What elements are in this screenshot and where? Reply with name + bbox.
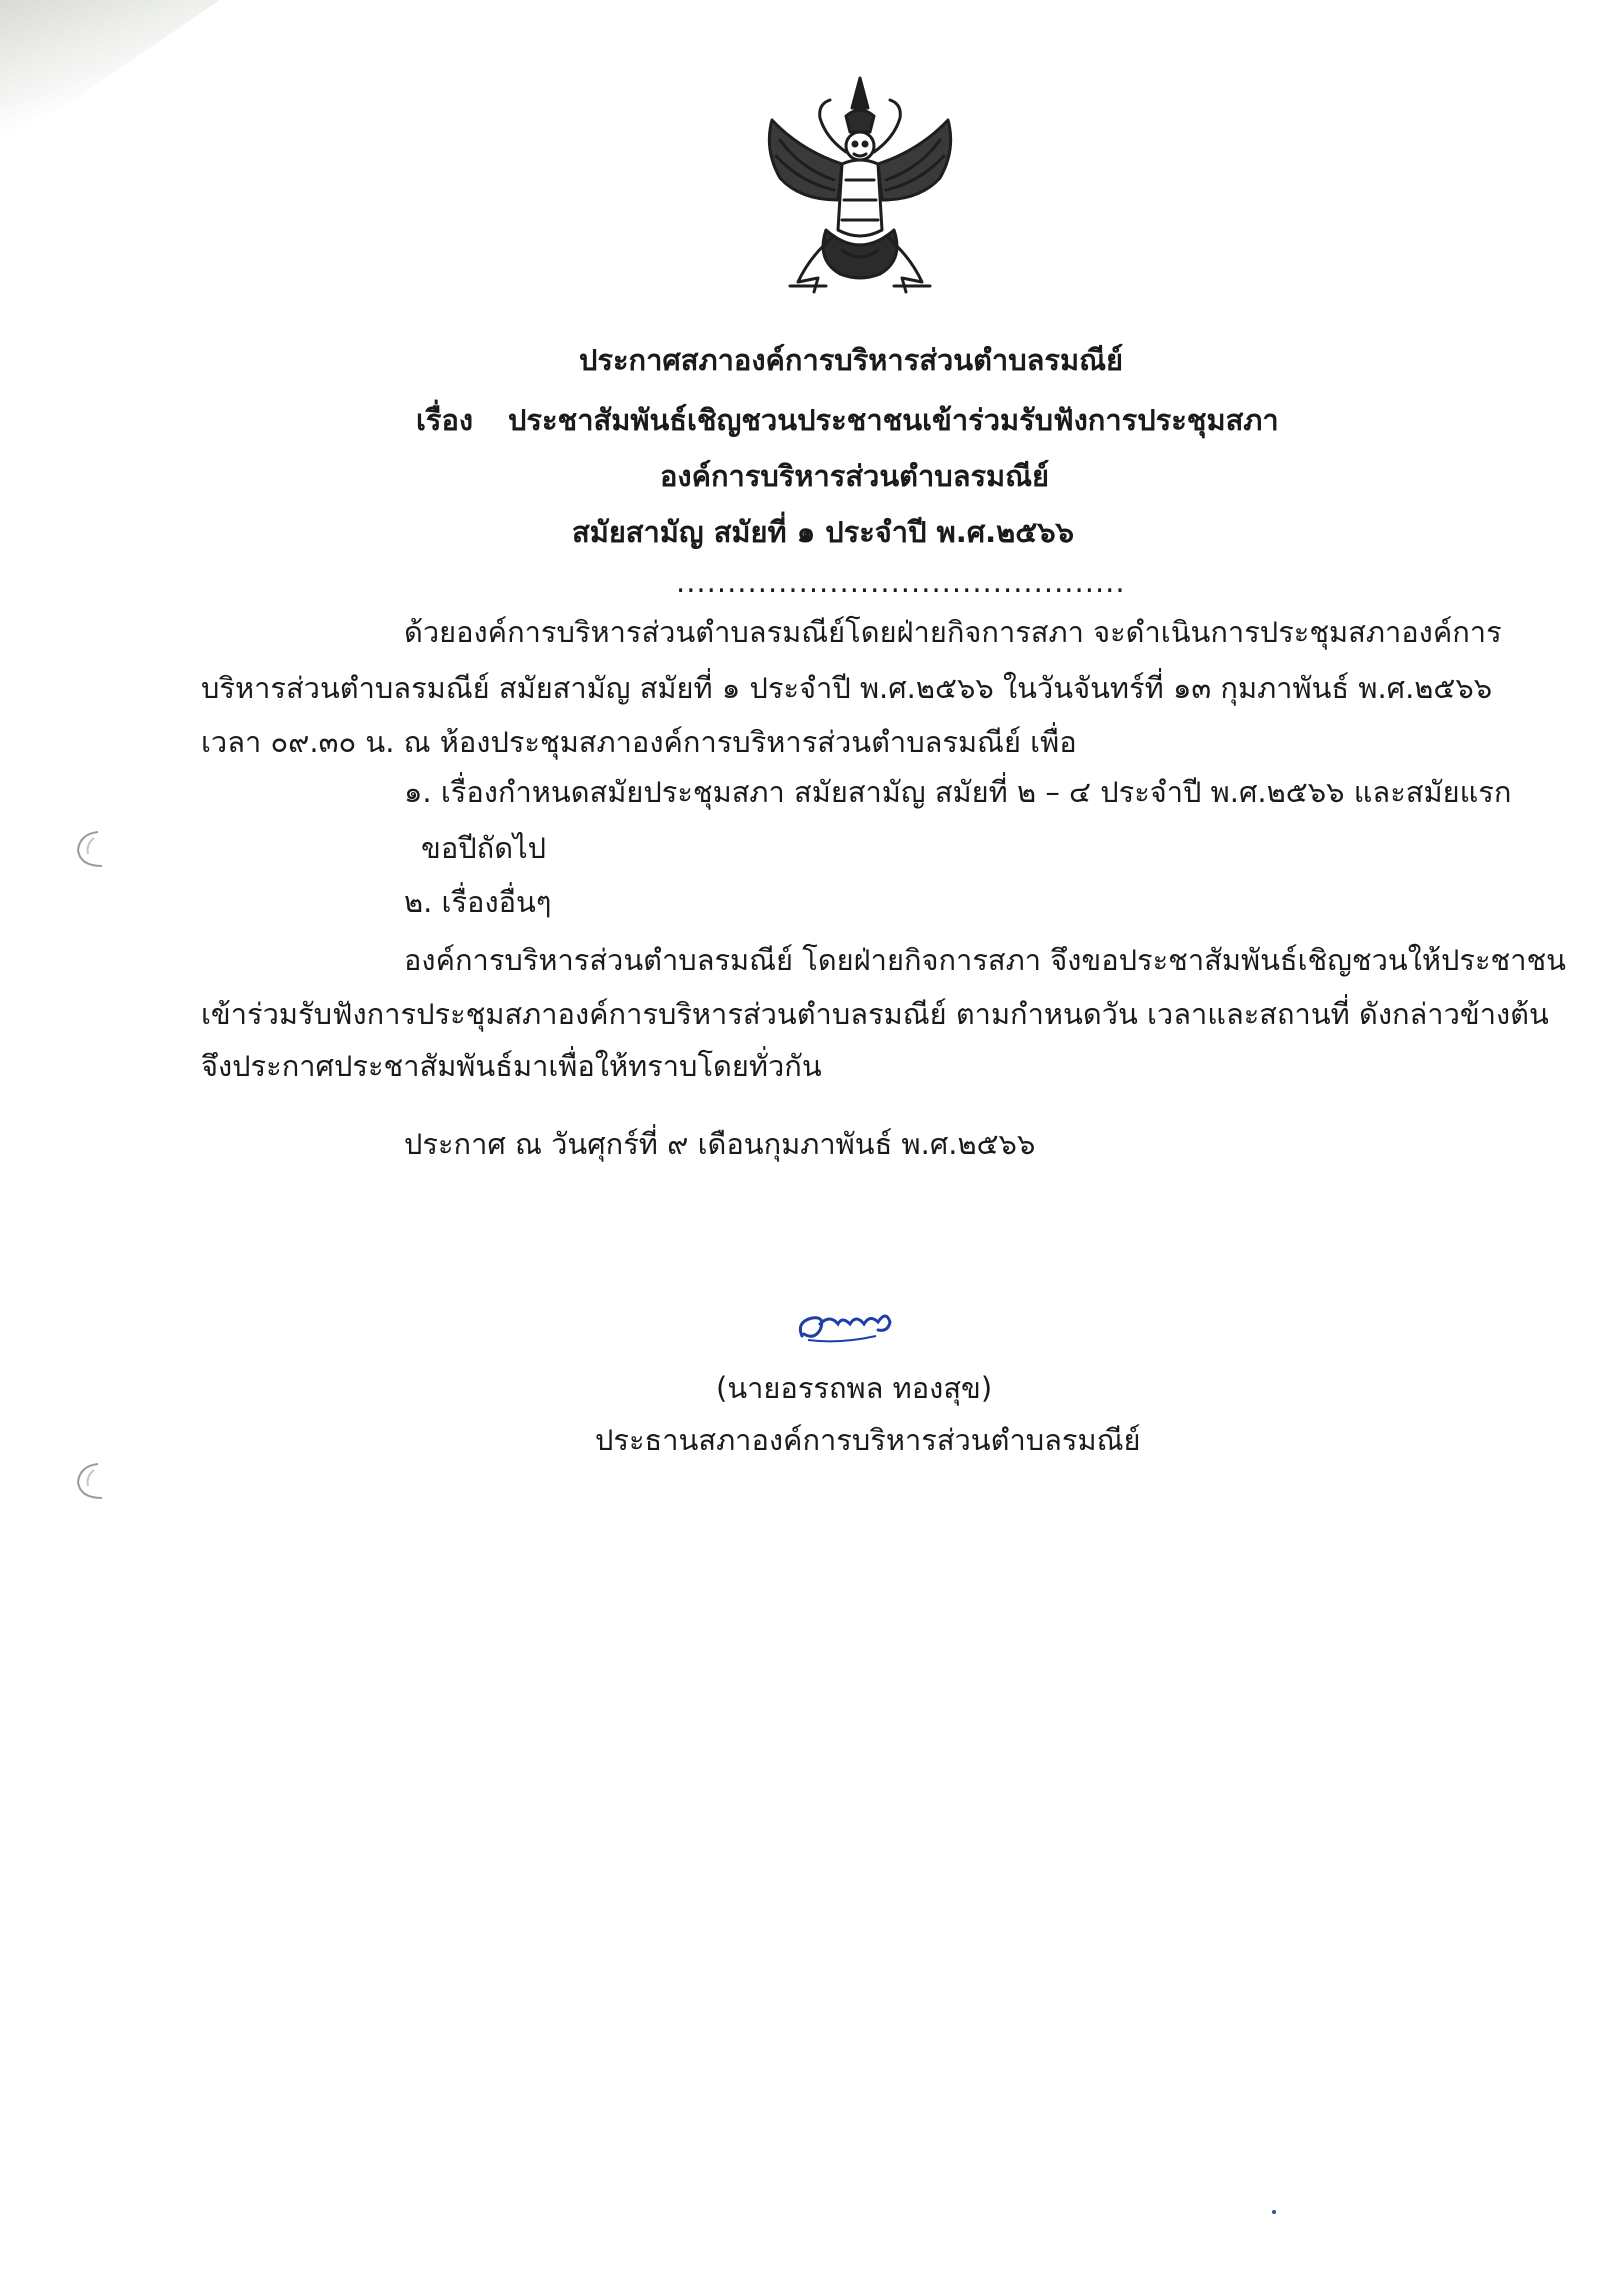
paragraph-2-line-2: เข้าร่วมรับฟังการประชุมสภาองค์การบริหารส่วนตำบลรมณีย์ ตามกำหนดวัน เวลาและสถานที่ ดังกล่าวข้างต้น xyxy=(201,997,1549,1031)
paragraph-1-line-3: เวลา ๐๙.๓๐ น. ณ ห้องประชุมสภาองค์การบริหารส่วนตำบลรมณีย์ เพื่อ xyxy=(201,725,1077,759)
agenda-item-1-line-2: ขอปีถัดไป xyxy=(421,831,547,865)
subject-text: ประชาสัมพันธ์เชิญชวนประชาชนเข้าร่วมรับฟังการประชุมสภา xyxy=(508,403,1279,437)
announcement-date: ประกาศ ณ วันศุกร์ที่ ๙ เดือนกุมภาพันธ์ พ.ศ.๒๕๖๖ xyxy=(404,1127,1036,1161)
session-line: สมัยสามัญ สมัยที่ ๑ ประจำปี พ.ศ.๒๕๖๖ xyxy=(572,515,1075,549)
agenda-item-2: ๒. เรื่องอื่นๆ xyxy=(404,885,552,919)
paragraph-2-line-3: จึงประกาศประชาสัมพันธ์มาเพื่อให้ทราบโดยทั่วกัน xyxy=(201,1049,822,1083)
paragraph-1-line-2: บริหารส่วนตำบลรมณีย์ สมัยสามัญ สมัยที่ ๑ ประจำปี พ.ศ.๒๕๖๖ ในวันจันทร์ที่ ๑๓ กุมภาพันธ์ พ.ศ.๒๕๖๖ xyxy=(201,671,1493,705)
organization-name: องค์การบริหารส่วนตำบลรมณีย์ xyxy=(660,459,1050,493)
garuda-emblem xyxy=(730,60,990,320)
signatory-name: (นายอรรถพล ทองสุข) xyxy=(716,1371,993,1405)
signatory-position: ประธานสภาองค์การบริหารส่วนตำบลรมณีย์ xyxy=(595,1423,1141,1457)
punch-hole-bottom xyxy=(68,1458,120,1504)
agenda-item-1-line-1: ๑. เรื่องกำหนดสมัยประชุมสภา สมัยสามัญ สมัยที่ ๒ – ๔ ประจำปี พ.ศ.๒๕๖๖ และสมัยแรก xyxy=(404,775,1512,809)
announcement-title: ประกาศสภาองค์การบริหารส่วนตำบลรมณีย์ xyxy=(579,343,1123,377)
title-divider: ............................................ xyxy=(676,565,1126,599)
punch-hole-top xyxy=(68,826,120,872)
paragraph-2-line-1: องค์การบริหารส่วนตำบลรมณีย์ โดยฝ่ายกิจการสภา จึงขอประชาสัมพันธ์เชิญชวนให้ประชาชน xyxy=(404,943,1567,977)
page-corner-fold xyxy=(0,0,220,150)
ink-speck xyxy=(1272,2210,1276,2214)
paragraph-1-line-1: ด้วยองค์การบริหารส่วนตำบลรมณีย์โดยฝ่ายกิจการสภา จะดำเนินการประชุมสภาองค์การ xyxy=(404,615,1502,649)
handwritten-signature xyxy=(790,1300,910,1350)
subject-label: เรื่อง xyxy=(416,403,474,437)
